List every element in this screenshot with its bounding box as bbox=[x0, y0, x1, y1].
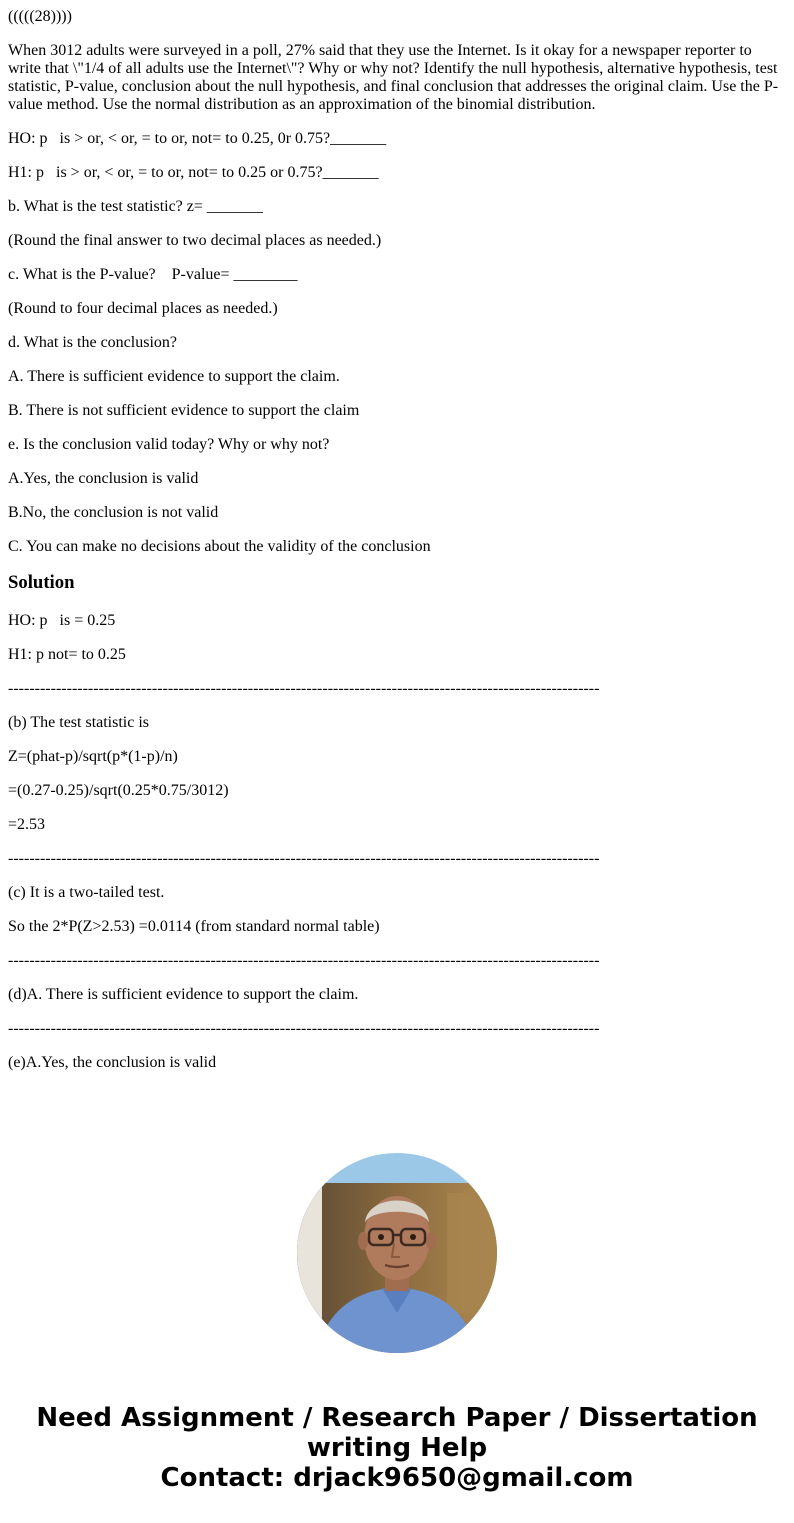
divider-line: --------------------------------------------------------------------------------------------------------------- bbox=[8, 1020, 600, 1037]
solution-d-answer: (d)A. There is sufficient evidence to support the claim. bbox=[8, 986, 359, 1003]
author-avatar bbox=[297, 1153, 497, 1353]
test-statistic-prompt: b. What is the test statistic? z= _______ bbox=[8, 198, 263, 215]
footer-contact: Contact: drjack9650@gmail.com bbox=[160, 1463, 634, 1493]
person-photo-icon bbox=[297, 1153, 497, 1353]
validity-option-b: B.No, the conclusion is not valid bbox=[8, 504, 219, 521]
divider-line: --------------------------------------------------------------------------------------------------------------- bbox=[8, 680, 600, 697]
solution-b-intro: (b) The test statistic is bbox=[8, 714, 150, 731]
null-hypothesis-prompt: HO: p is > or, < or, = to or, not= to 0.25, 0r 0.75?_______ bbox=[8, 130, 387, 147]
solution-block bbox=[8, 572, 786, 1072]
solution-b-result: =2.53 bbox=[8, 816, 46, 833]
conclusion-option-a: A. There is sufficient evidence to support the claim. bbox=[8, 368, 340, 385]
solution-null-hypothesis: HO: p is = 0.25 bbox=[8, 612, 116, 629]
conclusion-prompt: d. What is the conclusion? bbox=[8, 334, 177, 351]
solution-heading: Solution bbox=[8, 572, 75, 593]
validity-prompt: e. Is the conclusion valid today? Why or why not? bbox=[8, 436, 330, 453]
validity-option-a: A.Yes, the conclusion is valid bbox=[8, 470, 199, 487]
divider-line: --------------------------------------------------------------------------------------------------------------- bbox=[8, 850, 600, 867]
question-prompt: When 3012 adults were surveyed in a poll, 27% said that they use the Internet. Is it okay for a newspaper reporter to write that \"1/4 of all adults use the Internet\"? Why or why not? Identify the null hypothesis, alternative hypothesis, test statistic, P-value, conclusion about the null hypothesis, and final conclusion that addresses the original claim. Use the P-value method. Use the normal distribution as an approximation of the binomial distribution. bbox=[8, 42, 782, 113]
solution-c-result: So the 2*P(Z>2.53) =0.0114 (from standard normal table) bbox=[8, 918, 380, 935]
question-block bbox=[8, 8, 786, 556]
test-statistic-note: (Round the final answer to two decimal places as needed.) bbox=[8, 232, 382, 249]
validity-option-c: C. You can make no decisions about the validity of the conclusion bbox=[8, 538, 431, 555]
question-number: (((((28)))) bbox=[8, 8, 72, 25]
alternative-hypothesis-prompt: H1: p is > or, < or, = to or, not= to 0.25 or 0.75?_______ bbox=[8, 164, 379, 181]
solution-alternative-hypothesis: H1: p not= to 0.25 bbox=[8, 646, 126, 663]
footer-line-1: Need Assignment / Research Paper / Dissertation bbox=[36, 1403, 758, 1433]
solution-b-formula: Z=(phat-p)/sqrt(p*(1-p)/n) bbox=[8, 748, 178, 765]
p-value-prompt: c. What is the P-value? P-value= ________ bbox=[8, 266, 298, 283]
solution-e-answer: (e)A.Yes, the conclusion is valid bbox=[8, 1054, 217, 1071]
footer-line-2: writing Help bbox=[306, 1433, 488, 1463]
divider-line: --------------------------------------------------------------------------------------------------------------- bbox=[8, 952, 600, 969]
solution-c-intro: (c) It is a two-tailed test. bbox=[8, 884, 165, 901]
p-value-note: (Round to four decimal places as needed.) bbox=[8, 300, 278, 317]
conclusion-option-b: B. There is not sufficient evidence to support the claim bbox=[8, 402, 360, 419]
solution-b-substitution: =(0.27-0.25)/sqrt(0.25*0.75/3012) bbox=[8, 782, 229, 799]
contact-footer bbox=[0, 1403, 794, 1493]
